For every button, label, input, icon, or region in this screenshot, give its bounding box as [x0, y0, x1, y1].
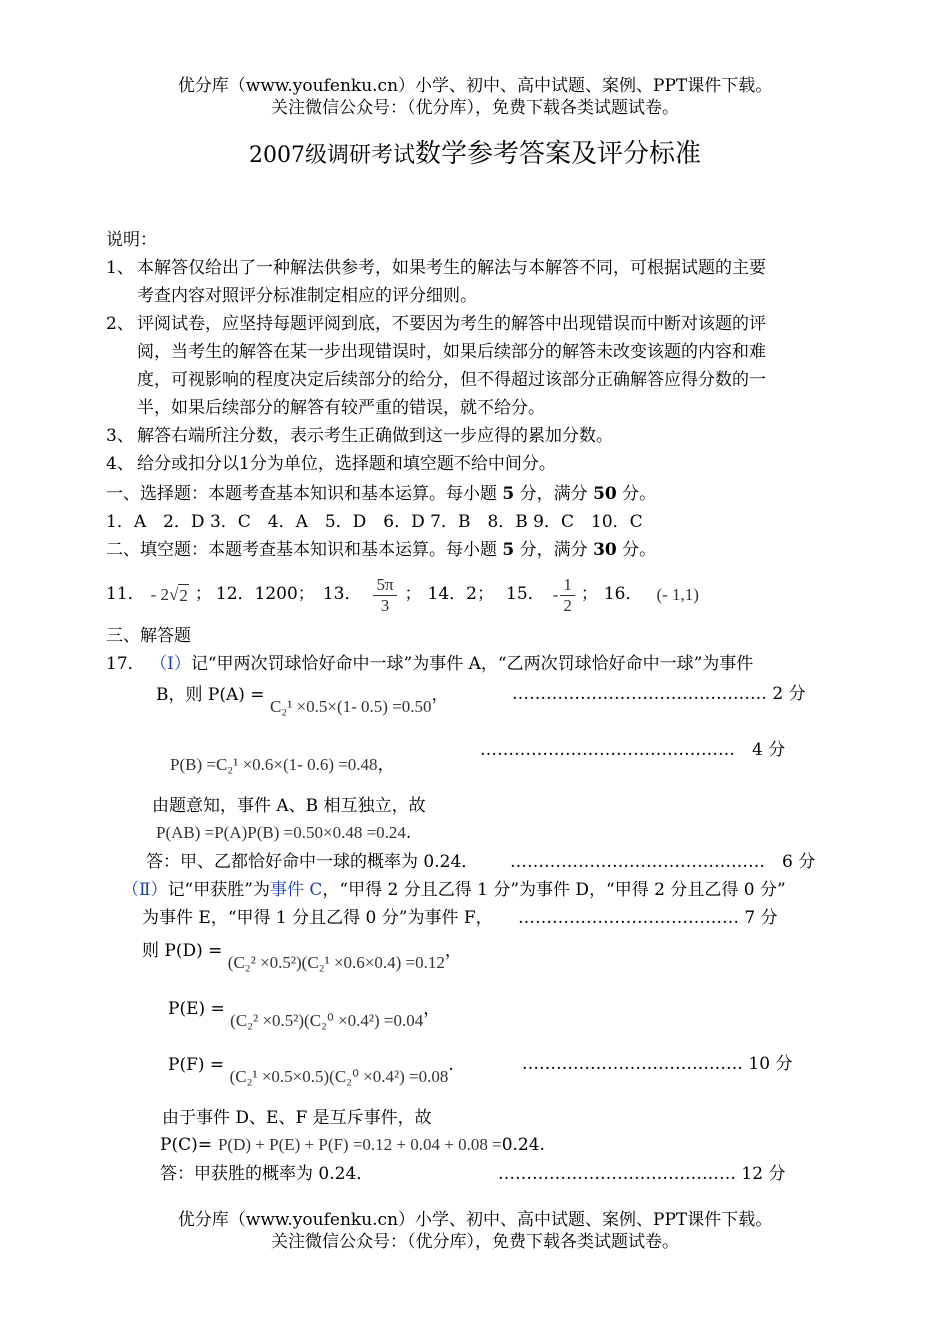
q17-answer-2: 答：甲获胜的概率为 0.24．: [160, 1164, 374, 1184]
score-4: ……………………………………… 4 分: [480, 740, 786, 760]
choice-heading: 一、选择题：本题考查基本知识和基本运算。每小题 5 分，满分 50 分。: [106, 484, 657, 504]
score-10: ………………………………… 10 分: [522, 1054, 793, 1074]
page-title: [0, 138, 950, 171]
choice-answers: 1．A 2．D 3．C 4．A 5．D 6．D 7．B 8．B 9．C 10．C: [106, 512, 643, 532]
note-2-line-1: 评阅试卷，应坚持每题评阅到底，不要因为考生的解答中出现错误而中断对该题的评: [137, 314, 766, 334]
note-1-line-2: 考查内容对照评分标准制定相应的评分细则。: [137, 286, 477, 306]
note-3-num: 3、: [106, 426, 134, 446]
note-1-line-1: 本解答仅给出了一种解法供参考，如果考生的解法与本解答不同，可根据试题的主要: [137, 258, 766, 278]
q17-pc-line: P(C)= P(D) + P(E) + P(F) =0.12 + 0.04 + 0.08 =0.24.: [160, 1135, 545, 1155]
note-4-num: 4、: [106, 454, 134, 474]
q17-part2-line-1: （Ⅱ）记“甲获胜”为事件 C，“甲得 2 分且乙得 1 分”为事件 D，“甲得 2 分且乙得 0 分”: [122, 880, 786, 900]
solutions-heading: 三、解答题: [106, 626, 191, 646]
q17-pa-line: B，则 P(A) = C₂¹ ×0.5×(1- 0.5) =0.50，: [156, 685, 449, 716]
q17-answer-1: 答：甲、乙都恰好命中一球的概率为 0.24．: [146, 852, 479, 872]
fill-heading: 二、填空题：本题考查基本知识和基本运算。每小题 5 分，满分 30 分。: [106, 540, 657, 560]
fill-answers: 11． - 2 √ 2 ； 12．1200； 13． $\frac{5\pi}{3}$ ； 14．2； 15． - $\frac{1}{2}$ ； 16． (- 1,1): [106, 574, 699, 615]
notes-heading: 说明：: [106, 230, 157, 250]
note-2-num: 2、: [106, 314, 134, 334]
q17-pb-line: P(B) =C₂¹ ×0.6×(1- 0.6) =0.48，: [170, 755, 395, 775]
note-2-line-2: 阅，当考生的解答在某一步出现错误时，如果后续部分的解答未改变该题的内容和难: [137, 342, 766, 362]
fraction-13: $\frac{5\pi}{3}$: [373, 575, 396, 615]
score-6: ……………………………………… 6 分: [510, 852, 816, 872]
q17-line-1: 17． （Ⅰ）记“甲两次罚球恰好命中一球”为事件 A，“乙两次罚球恰好命中一球”为事件: [106, 654, 754, 674]
header-line-2: 关注微信公众号：（优分库），免费下载各类试题试卷。: [271, 98, 679, 118]
title-main: 数学参考答案及评分标准: [414, 139, 701, 169]
score-12: …………………………………… 12 分: [498, 1164, 786, 1184]
q17-pd-line: 则 P(D) = (C₂² ×0.5²)(C₂¹ ×0.6×0.4) =0.12，: [142, 941, 462, 972]
q17-part2-line-2: 为事件 E，“甲得 1 分且乙得 0 分”为事件 F，: [142, 908, 493, 928]
note-4-line-1: 给分或扣分以1分为单位，选择题和填空题不给中间分。: [137, 454, 556, 474]
q17-pf-line: P(F) = (C₂¹ ×0.5×0.5)(C₂⁰ ×0.4²) =0.08.: [168, 1055, 454, 1086]
score-2: ……………………………………… 2 分: [512, 684, 806, 704]
q17-independence: 由题意知，事件 A、B 相互独立，故: [152, 796, 426, 816]
note-2-line-3: 度，可视影响的程度决定后续部分的给分，但不得超过该部分正确解答应得分数的一: [137, 370, 766, 390]
note-3-line-1: 解答右端所注分数，表示考生正确做到这一步应得的累加分数。: [137, 426, 613, 446]
q17-pab-line: P(AB) =P(A)P(B) =0.50×0.48 =0.24.: [156, 823, 412, 843]
note-1-num: 1、: [106, 258, 134, 278]
header-line-1: 优分库（www.youfenku.cn）小学、初中、高中试题、案例、PPT课件下载。: [177, 76, 773, 96]
score-7: ………………………………… 7 分: [518, 908, 778, 928]
q17-pe-line: P(E) = (C₂² ×0.5²)(C₂⁰ ×0.4²) =0.04，: [168, 999, 441, 1030]
q17-mutual: 由于事件 D、E、F 是互斥事件，故: [162, 1108, 432, 1128]
fraction-15: $\frac{1}{2}$: [560, 575, 575, 615]
title-prefix: 2007级调研考试: [248, 143, 415, 168]
footer-line-1: 优分库（www.youfenku.cn）小学、初中、高中试题、案例、PPT课件下载。: [177, 1210, 773, 1230]
note-2-line-4: 半，如果后续部分的解答有较严重的错误，就不给分。: [137, 398, 545, 418]
footer-line-2: 关注微信公众号：（优分库），免费下载各类试题试卷。: [271, 1232, 679, 1252]
